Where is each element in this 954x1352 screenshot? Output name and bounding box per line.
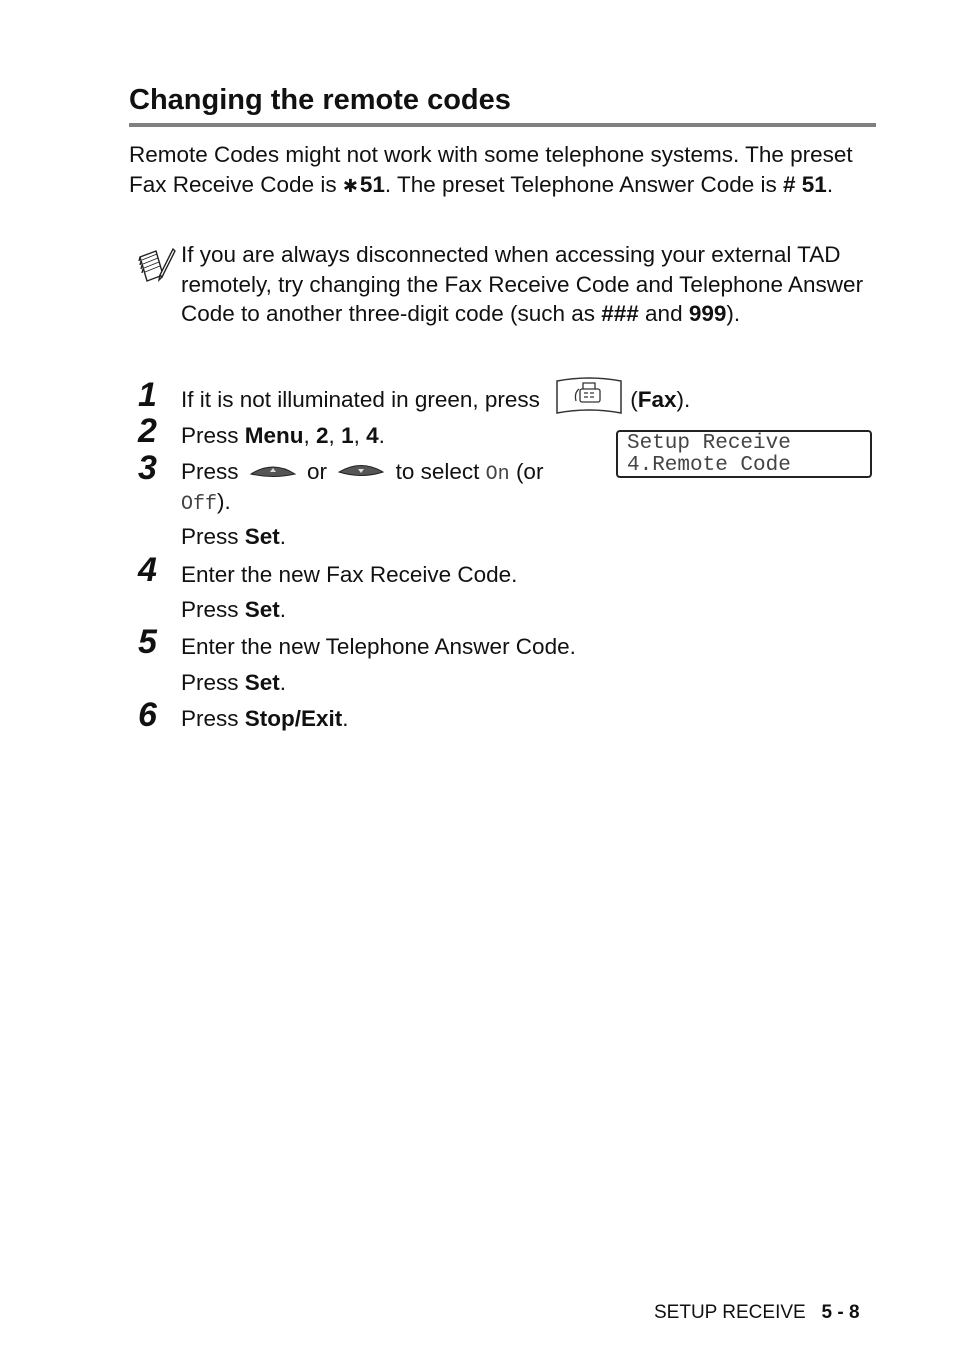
step-3-close: ). bbox=[217, 489, 231, 514]
step-6-press: Press bbox=[181, 706, 245, 731]
step-1-text: If it is not illuminated in green, press bbox=[181, 387, 540, 412]
step-1-paren-open: ( bbox=[630, 387, 638, 412]
telephone-answer-code: # 51 bbox=[783, 171, 827, 197]
step-5-number: 5 bbox=[138, 623, 157, 661]
page-footer bbox=[654, 1301, 860, 1325]
set-key: Set bbox=[244, 670, 280, 695]
step-1-number: 1 bbox=[138, 376, 157, 414]
lcd-display bbox=[616, 430, 872, 478]
step-5-set-period: . bbox=[279, 670, 287, 695]
key-1: 1 bbox=[341, 423, 354, 448]
step-2-comma-2: , bbox=[328, 423, 342, 448]
step-5-press-label: Press bbox=[181, 670, 245, 695]
step-6-period: . bbox=[342, 706, 349, 731]
step-2-number: 2 bbox=[138, 412, 157, 450]
note-text-3: ). bbox=[726, 301, 741, 327]
step-4-press-label: Press bbox=[181, 597, 245, 622]
step-6-line bbox=[181, 704, 349, 734]
lcd-line-1: Setup Receive bbox=[627, 432, 791, 455]
set-key: Set bbox=[244, 524, 280, 549]
step-5-text: Enter the new Telephone Answer Code. bbox=[181, 634, 576, 659]
step-4-press-set bbox=[181, 595, 286, 625]
stop-exit-key: Stop/Exit bbox=[244, 706, 343, 731]
intro-text-3: . bbox=[826, 171, 834, 197]
step-3-press-set bbox=[181, 522, 286, 552]
note-text-2: and bbox=[638, 301, 689, 327]
step-3-press: Press bbox=[181, 459, 239, 484]
step-3-or-open: (or bbox=[515, 459, 544, 484]
step-1-fax-key: Fax bbox=[637, 387, 677, 412]
intro-text-1: Remote Codes might not work with some telephone systems. The preset Fax Receive Code is bbox=[129, 142, 853, 197]
set-key: Set bbox=[244, 597, 280, 622]
footer-page-number: 5 - 8 bbox=[821, 1302, 860, 1323]
note-code-a: ### bbox=[601, 301, 639, 327]
step-2-comma-1: , bbox=[303, 423, 317, 448]
step-3-line-1 bbox=[181, 457, 543, 490]
note-pencil-icon bbox=[136, 245, 176, 287]
step-6-number: 6 bbox=[138, 696, 157, 734]
step-4-text: Enter the new Fax Receive Code. bbox=[181, 562, 518, 587]
step-1-line bbox=[181, 385, 690, 417]
menu-key: Menu bbox=[244, 423, 304, 448]
star-symbol: ✱ bbox=[342, 175, 358, 196]
step-3-line-2 bbox=[181, 487, 231, 520]
step-2-comma-3: , bbox=[353, 423, 367, 448]
step-3-set-period: . bbox=[279, 524, 287, 549]
step-2-line bbox=[181, 421, 385, 451]
intro-paragraph bbox=[129, 140, 874, 201]
lcd-line-2: 4.Remote Code bbox=[627, 454, 791, 477]
note-paragraph bbox=[181, 240, 881, 329]
option-on: On bbox=[485, 463, 510, 486]
note-text-1: If you are always disconnected when accessing your external TAD remotely, try changing the Fax Receive Code and Telephone Answer Code to another three-digit code (such as bbox=[181, 242, 864, 327]
step-2-press: Press bbox=[181, 423, 245, 448]
step-3-number: 3 bbox=[138, 449, 157, 487]
step-3-press-label: Press bbox=[181, 524, 245, 549]
option-off: Off bbox=[181, 493, 218, 516]
page-title: Changing the remote codes bbox=[129, 84, 511, 116]
step-3-or: or bbox=[307, 459, 328, 484]
step-3-to-select: to select bbox=[395, 459, 480, 484]
step-4-set-period: . bbox=[279, 597, 287, 622]
key-2: 2 bbox=[316, 423, 329, 448]
footer-section: SETUP RECEIVE bbox=[654, 1302, 806, 1323]
fax-button-icon bbox=[554, 377, 624, 417]
intro-text-2: . The preset Telephone Answer Code is bbox=[384, 171, 784, 197]
key-4: 4 bbox=[366, 423, 379, 448]
step-1-paren-close: ). bbox=[676, 387, 691, 412]
step-2-period: . bbox=[378, 423, 385, 448]
title-underline bbox=[129, 123, 876, 127]
step-4-number: 4 bbox=[138, 551, 157, 589]
up-arrow-key-icon bbox=[249, 463, 297, 479]
down-arrow-key-icon bbox=[337, 463, 385, 479]
step-5-press-set bbox=[181, 668, 286, 698]
fax-receive-code: 51 bbox=[359, 171, 385, 197]
note-code-b: 999 bbox=[688, 301, 727, 327]
